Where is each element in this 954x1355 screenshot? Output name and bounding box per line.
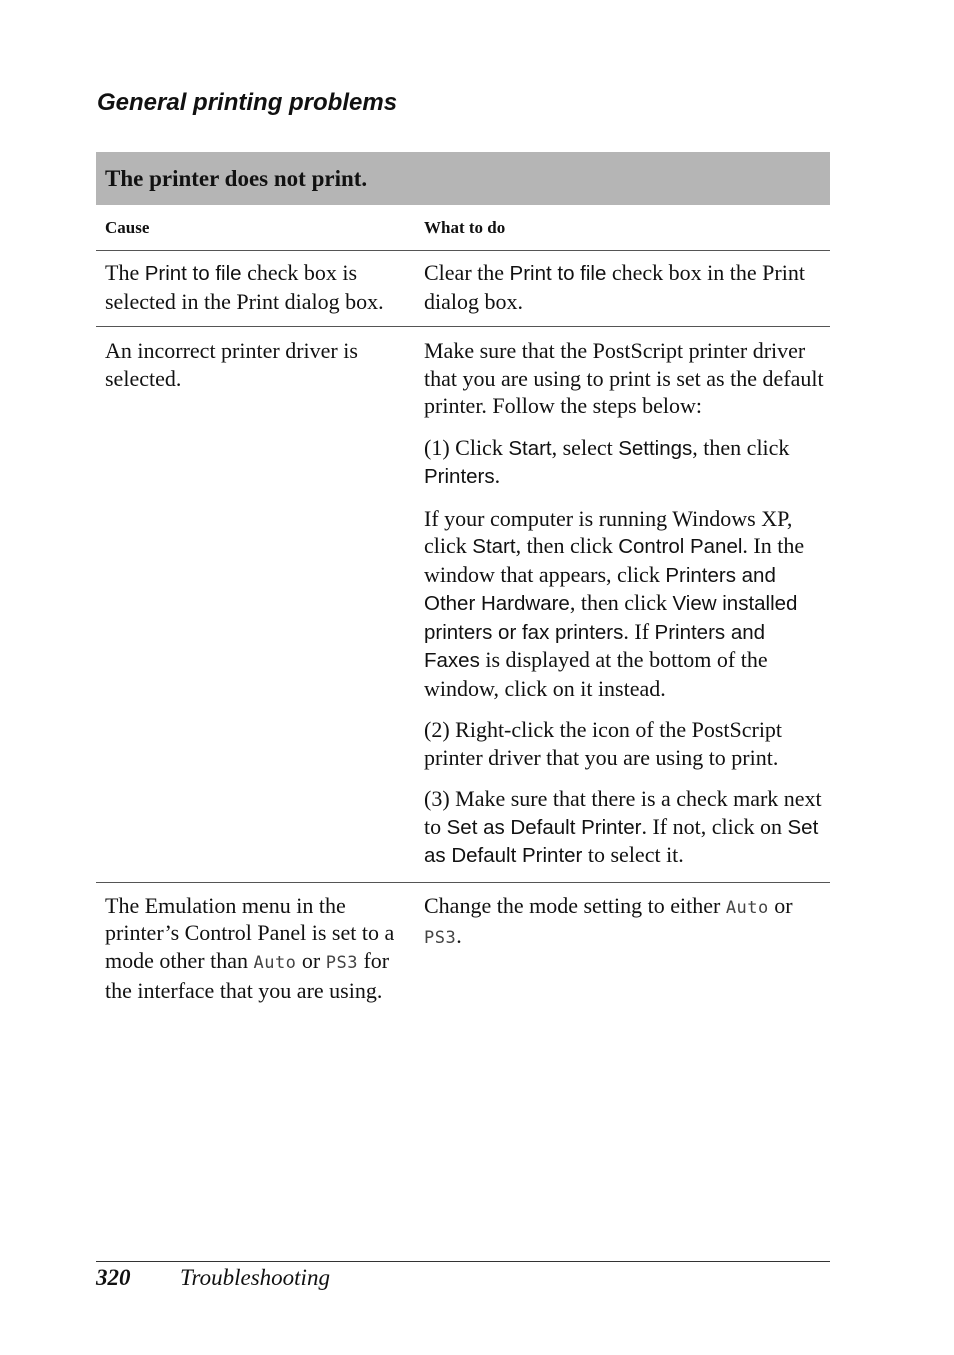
ui-term: Printers and Other Hardware	[424, 563, 776, 615]
text-run: , select	[551, 434, 619, 460]
text-run: or	[296, 947, 326, 973]
action-paragraph	[424, 716, 824, 771]
action-paragraph	[424, 434, 824, 491]
text-run: An incorrect printer driver is selected.	[105, 338, 358, 391]
ui-term: Start	[508, 436, 552, 460]
troubleshooting-table	[96, 152, 830, 1005]
text-run: is displayed at the bottom of the window, click on it instead.	[424, 647, 768, 701]
text-run: . If	[623, 618, 655, 644]
action-paragraph	[424, 259, 824, 315]
action-column-header: What to do	[424, 217, 506, 237]
action-cell	[416, 259, 830, 315]
table-row	[96, 251, 830, 327]
action-paragraph	[424, 337, 824, 420]
text-run: . If not, click on	[641, 813, 788, 839]
ui-term: Set as Default Printer	[424, 815, 819, 867]
text-run: .	[494, 463, 501, 488]
text-run: , then click	[515, 533, 619, 558]
cause-cell	[96, 259, 416, 315]
text-run: The	[105, 260, 145, 285]
text-run: , then click	[692, 434, 790, 460]
panel-setting: PS3	[325, 952, 358, 973]
text-run: The Emulation menu in the printer’s Control Panel is set to a mode other than	[105, 892, 395, 973]
cause-text	[105, 892, 410, 1005]
table-row	[96, 883, 830, 1005]
text-run: Change the mode setting to either	[424, 892, 726, 918]
column-headers	[96, 205, 830, 251]
section-heading: General printing problems	[97, 89, 398, 116]
text-run: Clear the	[424, 260, 510, 285]
text-run: If your computer is running Windows XP, click	[424, 505, 793, 558]
ui-term: Printers and Faxes	[424, 620, 766, 672]
page-footer	[96, 1265, 330, 1291]
ui-term: Print to file	[509, 262, 607, 285]
text-run: (3) Make sure that there is a check mark next to	[424, 786, 822, 839]
action-paragraph	[424, 785, 824, 870]
text-run: , then click	[569, 590, 673, 615]
cause-text	[105, 259, 410, 315]
ui-term: Settings	[618, 436, 693, 460]
action-cell	[416, 337, 830, 870]
cause-cell	[96, 337, 416, 870]
chapter-title: Troubleshooting	[180, 1265, 330, 1290]
text-run: .	[456, 923, 462, 948]
ui-term: Control Panel	[618, 535, 743, 558]
action-paragraph	[424, 892, 824, 953]
panel-setting: Auto	[253, 952, 297, 973]
text-run: (1) Click	[424, 434, 509, 460]
text-run: to select it.	[582, 842, 684, 867]
panel-setting: Auto	[725, 897, 769, 918]
cause-cell	[96, 892, 416, 1005]
ui-term: View installed printers or fax printers	[424, 592, 798, 644]
text-run: (2) Right-click the icon of the PostScript printer driver that you are using to print.	[424, 717, 783, 770]
ui-term: Print to file	[144, 262, 242, 285]
text-run: for the interface that you are using.	[105, 947, 390, 1003]
problem-title: The printer does not print.	[105, 165, 368, 191]
text-run: or	[768, 892, 793, 918]
text-run: check box in the Print dialog box.	[424, 260, 805, 314]
ui-term: Printers	[424, 465, 495, 488]
action-cell	[416, 892, 830, 1005]
footer-divider	[96, 1261, 830, 1262]
cause-text	[105, 337, 410, 392]
cause-column-header: Cause	[105, 217, 150, 237]
page-number: 320	[96, 1265, 131, 1290]
ui-term: Set as Default Printer	[446, 815, 642, 839]
text-run: check box is selected in the Print dialog box.	[105, 260, 384, 314]
text-run: Make sure that the PostScript printer driver that you are using to print is set as the default printer. Follow the steps below:	[424, 338, 824, 418]
text-run: . In the window that appears, click	[424, 533, 805, 587]
table-row	[96, 327, 830, 883]
panel-setting: PS3	[424, 928, 457, 948]
problem-header	[96, 152, 830, 205]
action-paragraph	[424, 505, 824, 703]
ui-term: Start	[472, 535, 516, 558]
